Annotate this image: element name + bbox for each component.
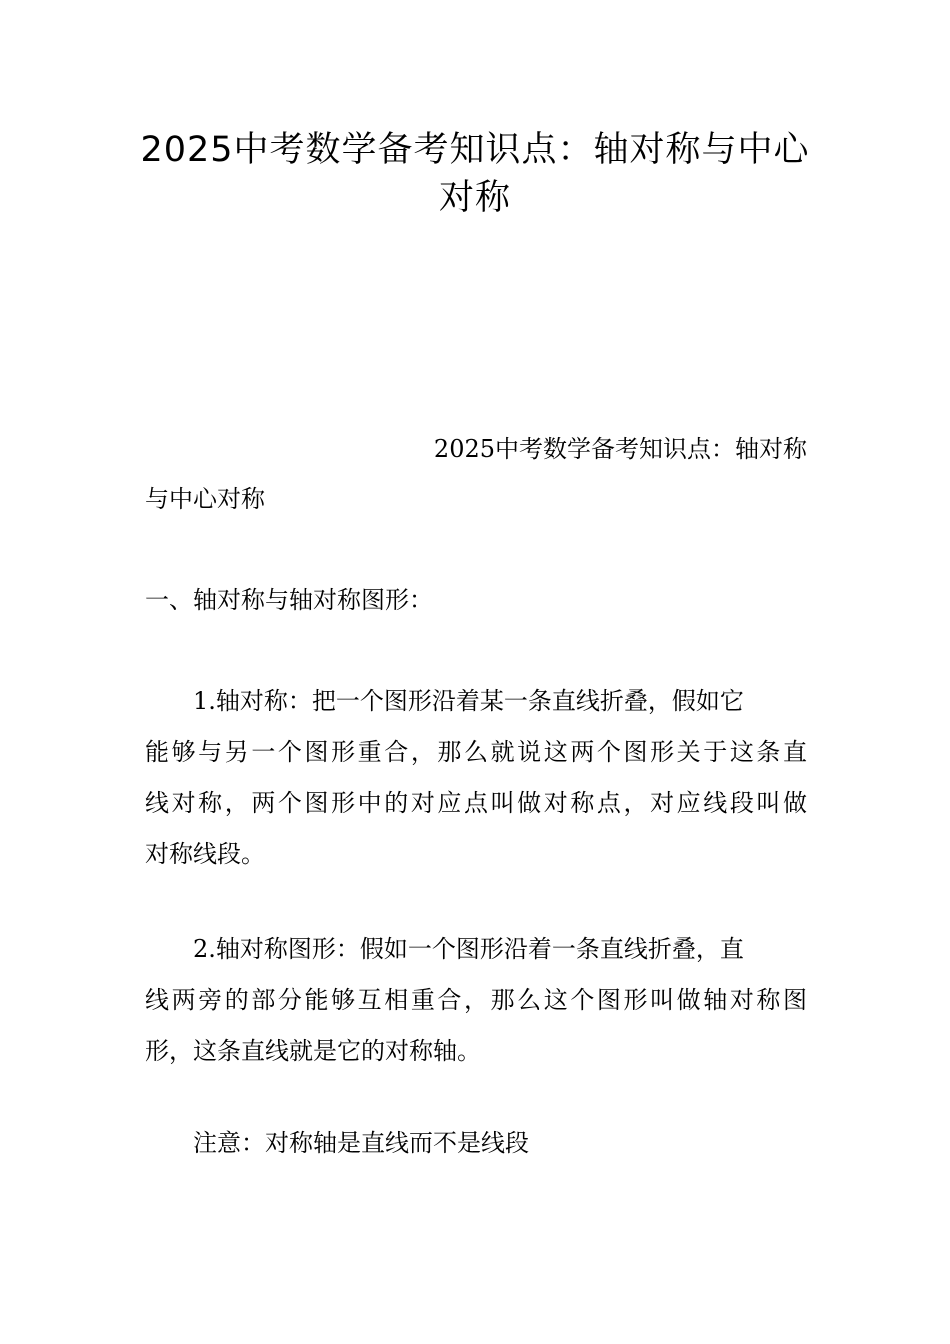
note-paragraph: 注意：对称轴是直线而不是线段 [193,1129,529,1157]
paragraph-line: 形，这条直线就是它的对称轴。 [145,1037,481,1065]
subtitle-line-1: 2025中考数学备考知识点：轴对称 [433,435,807,463]
paragraph-line: 1.轴对称：把一个图形沿着某一条直线折叠，假如它 [193,687,744,715]
paragraph-line: 线对称，两个图形中的对应点叫做对称点，对应线段叫做 [145,789,807,817]
section-heading-axis-symmetry: 一、轴对称与轴对称图形： [145,586,433,614]
document-title [140,126,810,222]
paragraph-line: 对称线段。 [145,840,265,868]
title-line-2: 对称 [438,178,511,218]
title-line-1: 2025中考数学备考知识点：轴对称与中心 [140,130,810,170]
paragraph-axis-symmetry-definition [145,676,807,880]
paragraph-axis-symmetric-figure-definition [145,924,807,1077]
paragraph-line: 能够与另一个图形重合，那么就说这两个图形关于这条直 [145,738,807,766]
paragraph-line: 线两旁的部分能够互相重合，那么这个图形叫做轴对称图 [145,986,807,1014]
paragraph-line: 2.轴对称图形：假如一个图形沿着一条直线折叠，直 [193,935,744,963]
subtitle-line-2: 与中心对称 [145,485,265,513]
